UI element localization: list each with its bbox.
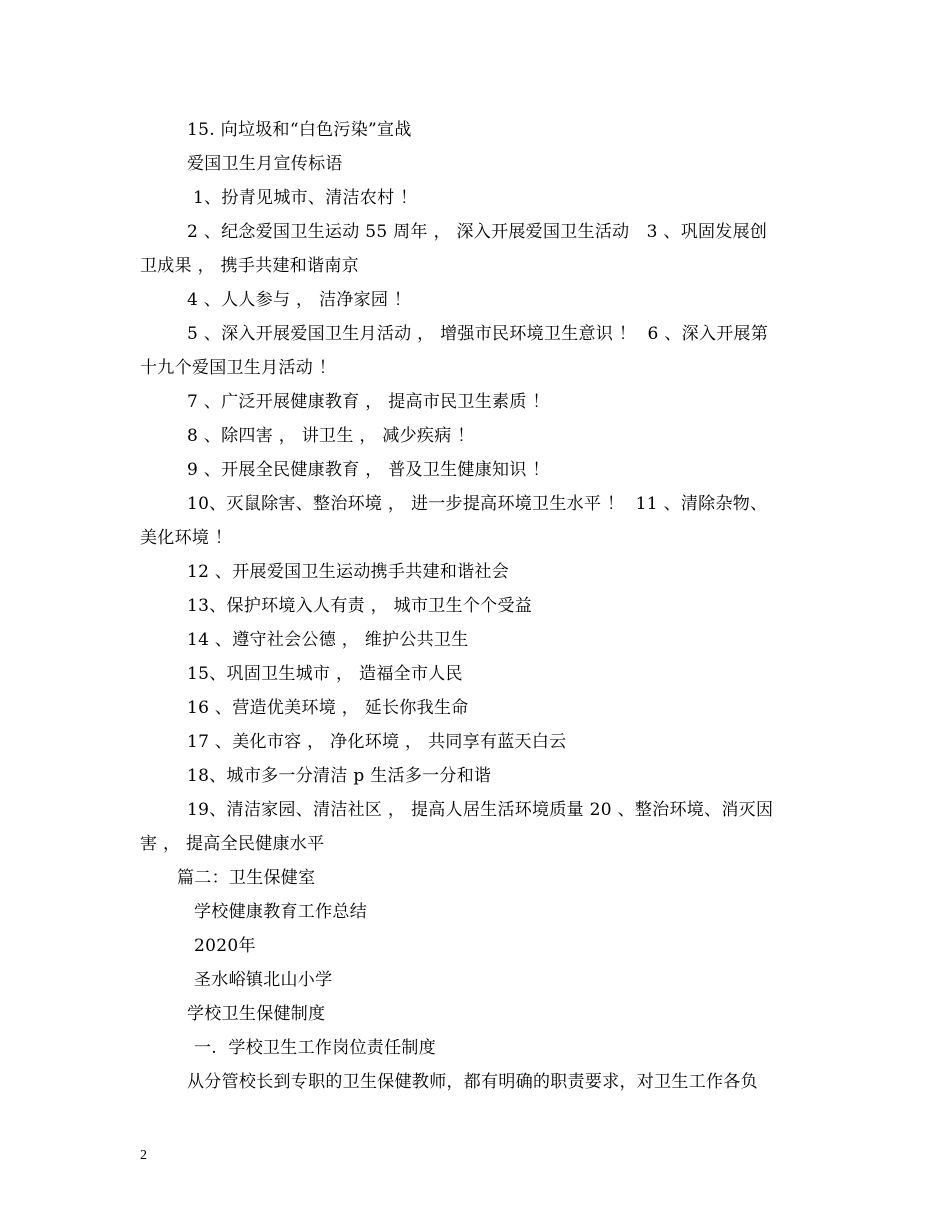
text-line: 13、保护环境入人有责 ， 城市卫生个个受益 <box>187 596 533 616</box>
text-line: 学校健康教育工作总结 <box>194 902 367 922</box>
text-line: 2 、纪念爱国卫生运动 55 周年 ， 深入开展爱国卫生活动 3 、巩固发展创 <box>187 222 768 242</box>
text-line: 15. 向垃圾和“白色污染”宣战 <box>187 120 412 140</box>
text-line: 7 、广泛开展健康教育 ， 提高市民卫生素质 ！ <box>187 392 550 412</box>
text-line: 15、巩固卫生城市 ， 造福全市人民 <box>187 664 463 684</box>
heading-line: 爱国卫生月宣传标语 <box>187 154 343 174</box>
text-line: 16 、营造优美环境 ， 延长你我生命 <box>187 698 469 718</box>
text-line: 4 、人人参与 ， 洁净家园 ！ <box>187 290 412 310</box>
text-line: 14 、遵守社会公德 ， 维护公共卫生 <box>187 630 469 650</box>
text-line: 美化环境 ！ <box>140 528 233 548</box>
text-line: 害 ， 提高全民健康水平 <box>140 834 325 854</box>
text-line: 8 、除四害 ， 讲卫生 ， 减少疾病 ！ <box>187 426 475 446</box>
text-line: 2020年 <box>194 936 256 956</box>
text-line: 9 、开展全民健康教育 ， 普及卫生健康知识 ！ <box>187 460 550 480</box>
text-line: 圣水峪镇北山小学 <box>194 970 333 990</box>
text-line: 17 、美化市容 ， 净化环境 ， 共同享有蓝天白云 <box>187 732 567 752</box>
text-line: 1、扮青见城市、清洁农村 ！ <box>193 188 418 208</box>
text-line: 18、城市多一分清洁 p 生活多一分和谐 <box>187 766 492 786</box>
text-line: 5 、深入开展爱国卫生月活动 ， 增强市民环境卫生意识 ！ 6 、深入开展第 <box>187 324 769 344</box>
text-line: 十九个爱国卫生月活动 ！ <box>140 358 337 378</box>
text-line: 从分管校长到专职的卫生保健教师，都有明确的职责要求，对卫生工作各负 <box>187 1072 758 1092</box>
text-line: 一. 学校卫生工作岗位责任制度 <box>194 1038 437 1058</box>
text-line: 19、清洁家园、清洁社区 ， 提高人居生活环境质量 20 、整治环境、消灭因 <box>187 800 774 820</box>
section-heading: 篇二：卫生保健室 <box>177 868 316 888</box>
text-line: 10、灭鼠除害、整治环境 ， 进一步提高环境卫生水平 ！ 11 、清除杂物、 <box>187 494 768 514</box>
page-number: 2 <box>140 1148 147 1163</box>
text-line: 学校卫生保健制度 <box>187 1004 326 1024</box>
text-line: 12 、开展爱国卫生运动携手共建和谐社会 <box>187 562 510 582</box>
text-line: 卫成果 ， 携手共建和谐南京 <box>140 256 360 276</box>
